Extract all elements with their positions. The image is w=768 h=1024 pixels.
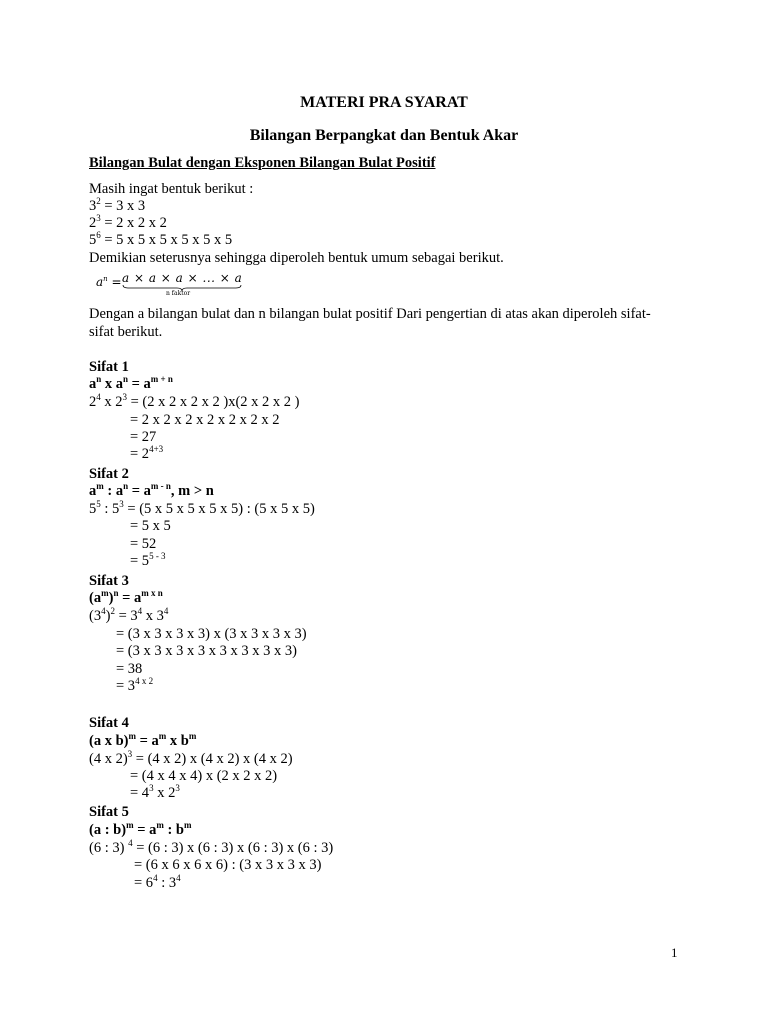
sifat-5-heading: Sifat 5: [89, 804, 129, 820]
sifat-3-rule: $(a^m)^n = a^{m x n}$: [89, 588, 163, 606]
intro-line-4: $5^6 = 5$ x 5 x 5 x 5 x 5 x 5: [89, 230, 233, 248]
sifat-4-rule: (a x $b)^m = a^m$ x $b^m$: [89, 731, 197, 749]
sifat-3-step-3: = (3 x 3 x 3 x 3 x 3 x 3 x 3 x 3): [116, 643, 297, 659]
sifat-3-step-5: = $3^{4 x 2}$: [116, 676, 154, 694]
sifat-1-rule: $a^n$ x $a^n = a^{m + n}$: [89, 374, 173, 392]
sifat-2-rule: $a^m$ : $a^n = a^{m - n}$, m > n: [89, 481, 214, 499]
formula-rhs: a × a × a × ... × a: [122, 271, 243, 285]
sifat-3-step-2: = (3 x 3 x 3 x 3) x (3 x 3 x 3 x 3): [116, 626, 307, 642]
section-heading: Bilangan Bulat dengan Eksponen Bilangan Bulat Positif: [89, 155, 436, 171]
sifat-1-example: $2^4$ x $2^3 = (2$ x 2 x 2 x 2 )x(2 x 2 x 2 ): [89, 392, 300, 410]
page-subtitle: Bilangan Berpangkat dan Bentuk Akar: [249, 127, 519, 144]
sifat-5-step-3: = $6^4$ : $3^4$: [134, 873, 181, 891]
general-formula: [96, 271, 256, 301]
sifat-3-heading: Sifat 3: [89, 573, 129, 589]
sifat-2-step-4: = $5^{5 - 3}$: [130, 551, 166, 569]
para-line-2: sifat berikut.: [89, 324, 163, 340]
sifat-1-heading: Sifat 1: [89, 359, 129, 375]
sifat-4-example: (4 x 2)$^3$ = (4 x 2) x (4 x 2) x (4 x 2): [89, 749, 293, 767]
sifat-4-step-2: = (4 x 4 x 4) x (2 x 2 x 2): [130, 768, 278, 784]
sifat-3-example: $(3^4)^2 = 3^4$ x $3^4$: [89, 606, 169, 624]
intro-line-1: Masih ingat bentuk berikut :: [89, 181, 254, 197]
sifat-2-example: $5^5$ : $5^3 = (5$ x 5 x 5 x 5 x 5) : (5 x 5 x 5): [89, 499, 315, 517]
sifat-2-heading: Sifat 2: [89, 466, 129, 482]
sifat-1-step-4: = $2^{4+3}$: [130, 444, 164, 462]
sifat-2-step-3: = 52: [130, 536, 157, 552]
sifat-1-step-2: = 2 x 2 x 2 x 2 x 2 x 2 x 2: [130, 412, 280, 428]
para-line-1: Dengan a bilangan bulat dan n bilangan bulat positif Dari pengertian di atas akan diperoleh sifat-: [89, 306, 651, 322]
sifat-3-step-4: = 38: [116, 661, 143, 677]
intro-line-5: Demikian seterusnya sehingga diperoleh bentuk umum sebagai berikut.: [89, 250, 504, 266]
page-number: 1: [671, 945, 678, 960]
sifat-5-step-2: = (6 x 6 x 6 x 6) : (3 x 3 x 3 x 3): [134, 857, 322, 873]
sifat-2-step-2: = 5 x 5: [130, 518, 171, 534]
sifat-4-heading: Sifat 4: [89, 715, 129, 731]
formula-brace-label: n faktor: [166, 290, 191, 297]
intro-line-3: $2^3 = 2$ x 2 x 2: [89, 213, 167, 231]
sifat-1-step-3: = 27: [130, 429, 157, 445]
intro-line-2: $3^2 = 3$ x 3: [89, 196, 146, 214]
formula-lhs: $a^n$ =: [96, 275, 122, 289]
sifat-5-rule: (a : $b)^m = a^m$ : $b^m$: [89, 820, 192, 838]
sifat-4-step-3: = $4^3$ x $2^3$: [130, 783, 180, 801]
sifat-5-example: (6 : 3) $^4$ = (6 : 3) x (6 : 3) x (6 : 3) x (6 : 3): [89, 838, 334, 856]
page-title: MATERI PRA SYARAT: [300, 94, 468, 111]
